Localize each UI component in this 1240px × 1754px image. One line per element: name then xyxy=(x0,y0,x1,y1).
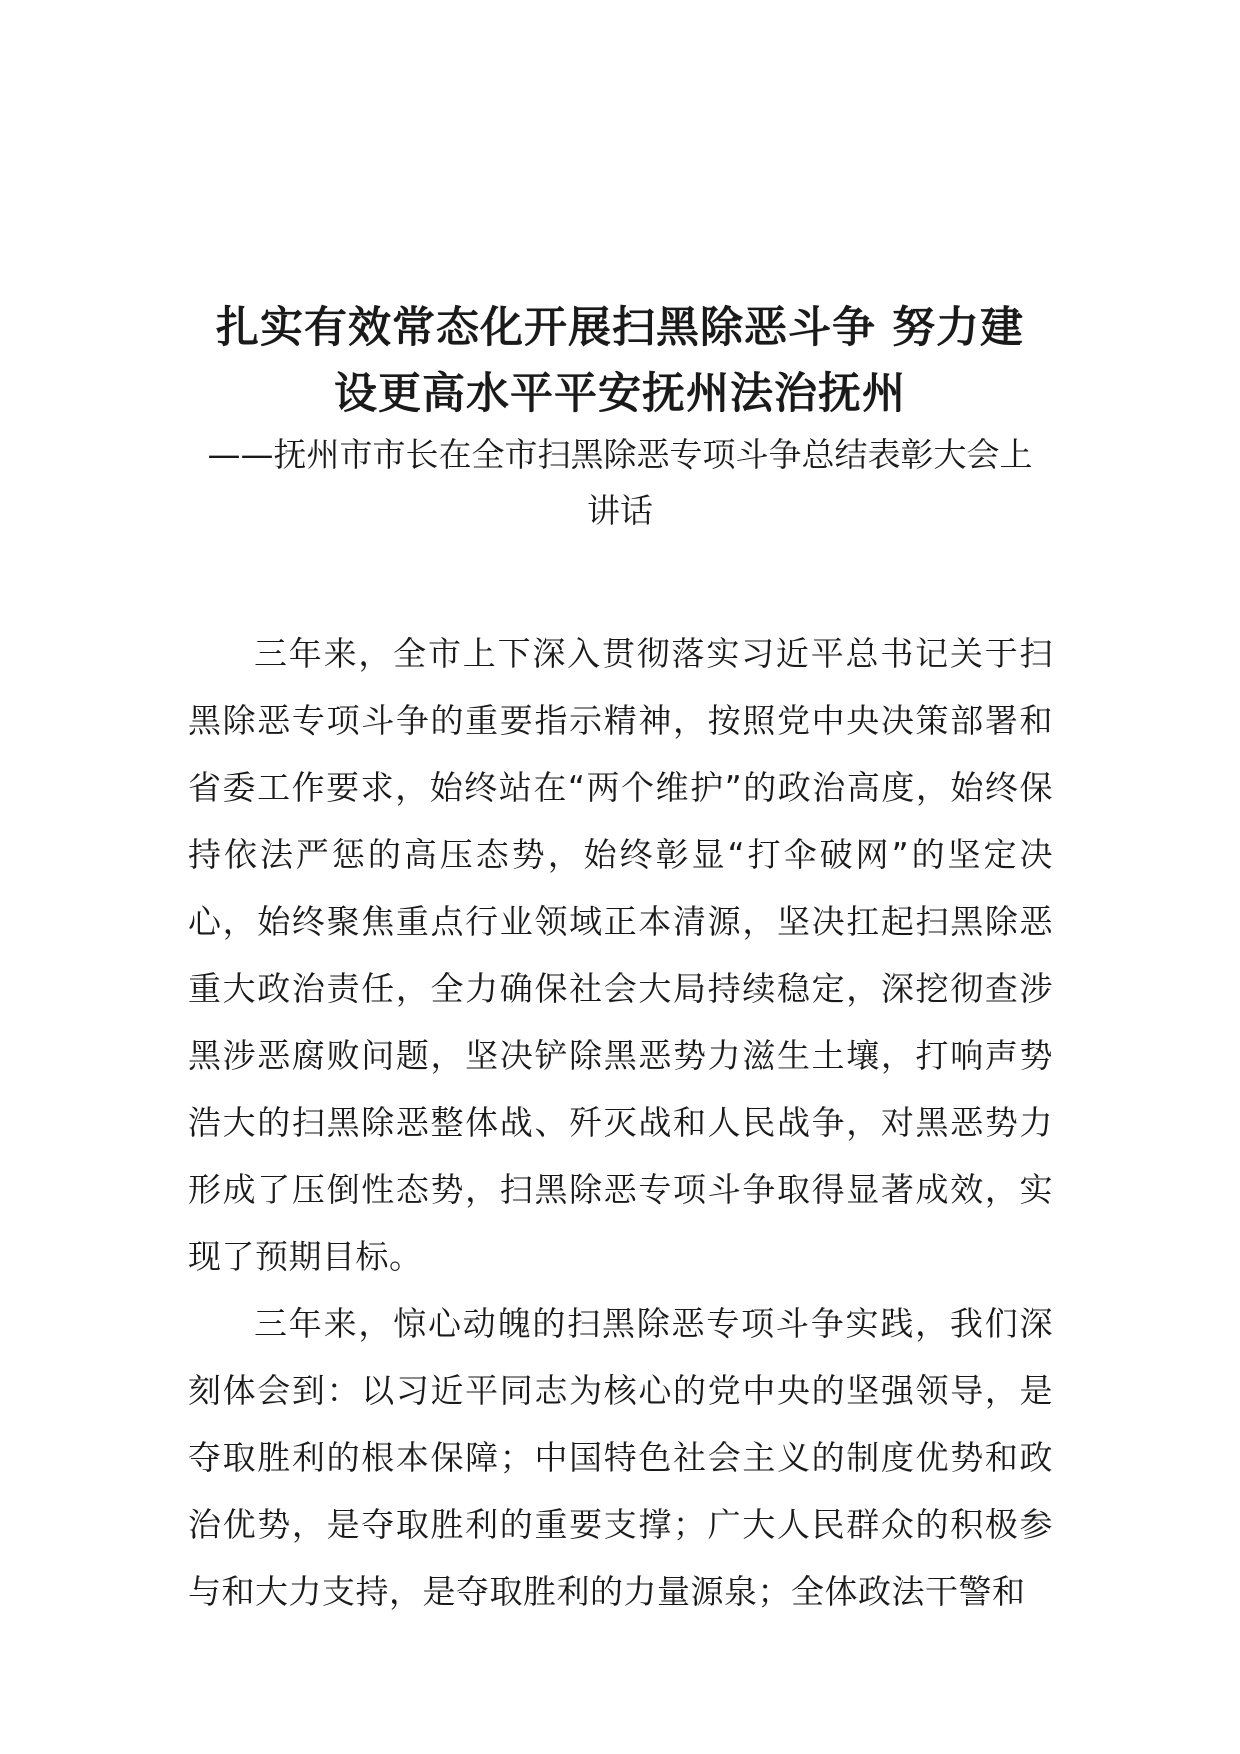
document-subtitle-line-2: 讲话 xyxy=(587,491,653,530)
body-paragraph-1: 三年来，全市上下深入贯彻落实习近平总书记关于扫黑除恶专项斗争的重要指示精神，按照党中央决策部署和省委工作要求，始终站在“两个维护”的政治高度，始终保持依法严惩的高压态势，始终彰显“打伞破网”的坚定决心，始终聚焦重点行业领域正本清源，坚决扛起扫黑除恶重大政治责任，全力确保社会大局持续稳定，深挖彻查涉黑涉恶腐败问题，坚决铲除黑恶势力滋生土壤，打响声势浩大的扫黑除恶整体战、歼灭战和人民战争，对黑恶势力形成了压倒性态势，扫黑除恶专项斗争取得显著成效，实现了预期目标。 xyxy=(188,634,1053,1276)
title-block xyxy=(180,295,1060,539)
body-paragraph-2: 三年来，惊心动魄的扫黑除恶专项斗争实践，我们深刻体会到：以习近平同志为核心的党中央的坚强领导，是夺取胜利的根本保障；中国特色社会主义的制度优势和政治优势，是夺取胜利的重要支撑；广大人民群众的积极参与和大力支持，是夺取胜利的力量源泉；全体政法干警和 xyxy=(188,1304,1053,1611)
document-body xyxy=(188,620,1053,1625)
document-title-line-2: 设更高水平平安抚州法治抚州 xyxy=(334,369,906,419)
document-title-line-1: 扎实有效常态化开展扫黑除恶斗争 努力建 xyxy=(216,303,1024,353)
document-subtitle-line-1: ——抚州市市长在全市扫黑除恶专项斗争总结表彰大会上 xyxy=(207,435,1033,474)
